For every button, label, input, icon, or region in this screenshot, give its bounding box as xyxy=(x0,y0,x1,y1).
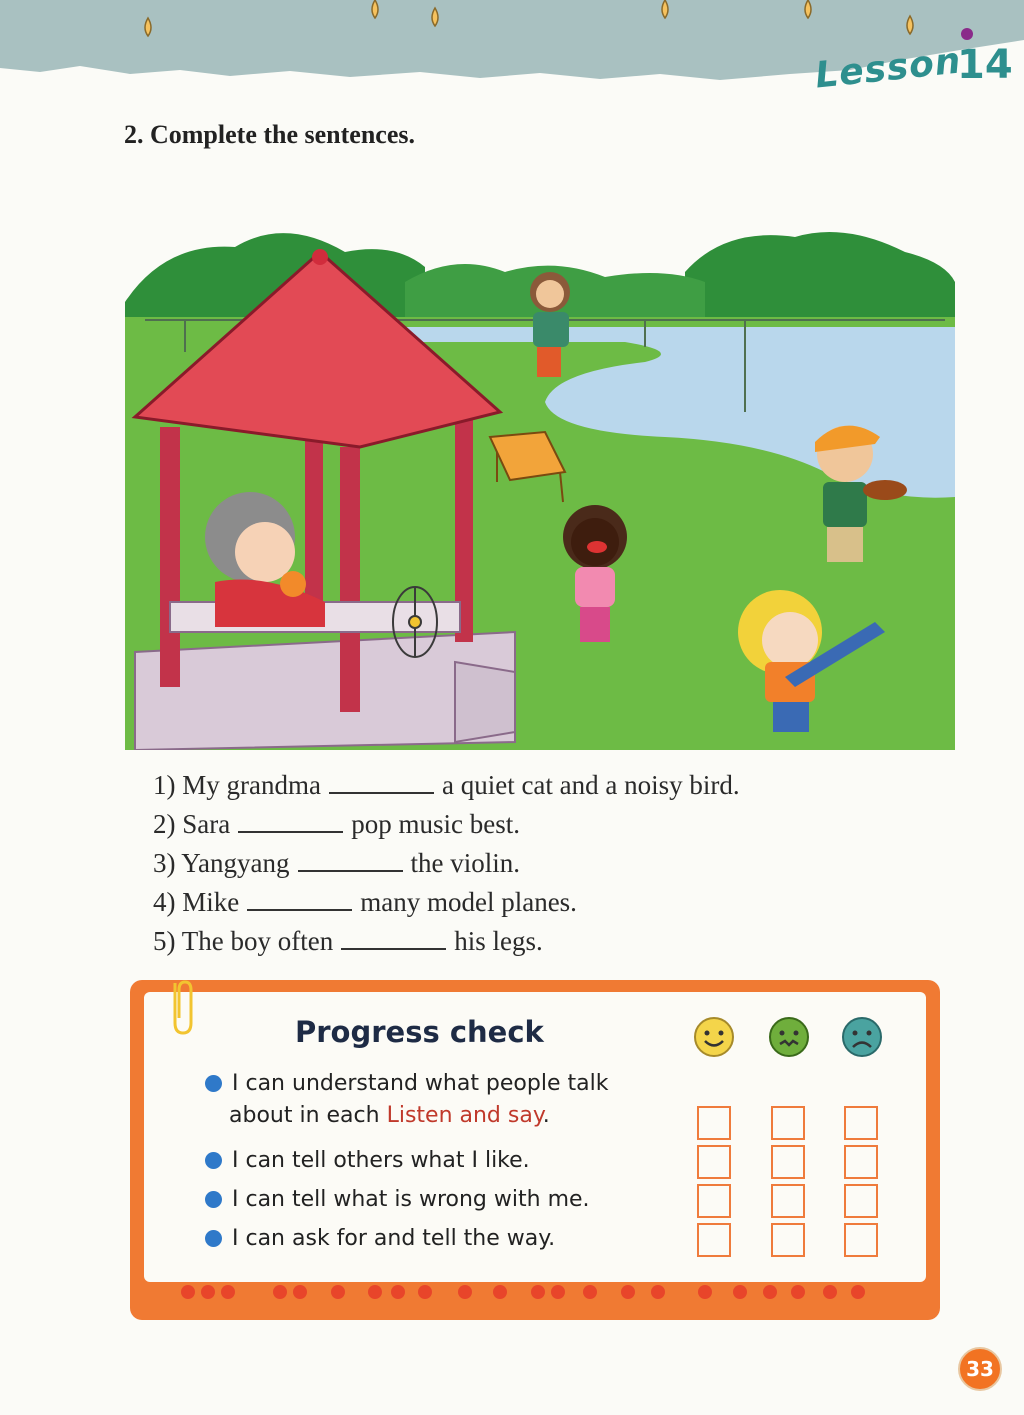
progress-item-text: I can tell what is wrong with me. xyxy=(232,1187,590,1212)
progress-item-3 xyxy=(205,1184,590,1216)
sentence-text: the violin. xyxy=(410,848,521,878)
happy-face-icon xyxy=(693,1016,735,1058)
lesson-heading xyxy=(815,40,1015,110)
progress-check-title: Progress check xyxy=(295,1015,544,1049)
answer-blank[interactable] xyxy=(247,887,352,911)
progress-item-text-line2 xyxy=(229,1100,608,1132)
progress-item-text: I can ask for and tell the way. xyxy=(232,1226,556,1251)
checkbox-soso-3[interactable] xyxy=(771,1184,805,1218)
park-scene-illustration xyxy=(125,222,955,750)
progress-item-4 xyxy=(205,1223,555,1255)
checkbox-happy-4[interactable] xyxy=(697,1223,731,1257)
sentence-1 xyxy=(153,766,913,805)
sentence-text: 4) Mike xyxy=(153,887,240,917)
bullet-icon xyxy=(205,1075,222,1092)
progress-item-text-prefix: about in each xyxy=(229,1103,387,1128)
sentence-4 xyxy=(153,883,913,922)
checkbox-soso-2[interactable] xyxy=(771,1145,805,1179)
progress-item-1 xyxy=(205,1068,608,1132)
sentence-3 xyxy=(153,844,913,883)
exercise-title: 2. Complete the sentences. xyxy=(124,120,415,149)
listen-and-say-highlight: Listen and say xyxy=(386,1103,543,1128)
page-number: 33 xyxy=(958,1347,1002,1391)
sentence-text: pop music best. xyxy=(351,809,520,839)
bullet-icon xyxy=(205,1230,222,1247)
sentence-text: 3) Yangyang xyxy=(153,848,290,878)
bullet-icon xyxy=(205,1152,222,1169)
checkbox-soso-4[interactable] xyxy=(771,1223,805,1257)
checkbox-happy-3[interactable] xyxy=(697,1184,731,1218)
answer-blank[interactable] xyxy=(329,770,434,794)
paperclip-icon xyxy=(165,978,195,1038)
progress-item-text: I can tell others what I like. xyxy=(232,1148,530,1173)
checkbox-happy-2[interactable] xyxy=(697,1145,731,1179)
answer-blank[interactable] xyxy=(341,926,446,950)
so-so-face-icon xyxy=(768,1016,810,1058)
sentence-text: 2) Sara xyxy=(153,809,231,839)
lesson-label: Lesson xyxy=(813,40,964,97)
sad-face-icon xyxy=(841,1016,883,1058)
sentence-list xyxy=(153,766,913,961)
sentence-5 xyxy=(153,922,913,961)
progress-item-2 xyxy=(205,1145,530,1177)
bullet-icon xyxy=(205,1191,222,1208)
answer-blank[interactable] xyxy=(298,848,403,872)
checkbox-soso-1[interactable] xyxy=(771,1106,805,1140)
sentence-text: many model planes. xyxy=(360,887,577,917)
progress-item-text: I can understand what people talk xyxy=(232,1071,609,1096)
progress-item-text-suffix: . xyxy=(542,1103,550,1128)
checkbox-sad-3[interactable] xyxy=(844,1184,878,1218)
sentence-text: his legs. xyxy=(454,926,543,956)
checkbox-sad-4[interactable] xyxy=(844,1223,878,1257)
sentence-text: 5) The boy often xyxy=(153,926,334,956)
checkbox-sad-1[interactable] xyxy=(844,1106,878,1140)
checkbox-happy-1[interactable] xyxy=(697,1106,731,1140)
answer-blank[interactable] xyxy=(238,809,343,833)
lesson-number: 14 xyxy=(957,42,1013,88)
sentence-2 xyxy=(153,805,913,844)
sentence-text: 1) My grandma xyxy=(153,770,321,800)
sentence-text: a quiet cat and a noisy bird. xyxy=(441,770,740,800)
checkbox-sad-2[interactable] xyxy=(844,1145,878,1179)
decorative-dots-border xyxy=(180,1280,880,1304)
pin-icon xyxy=(957,26,977,46)
